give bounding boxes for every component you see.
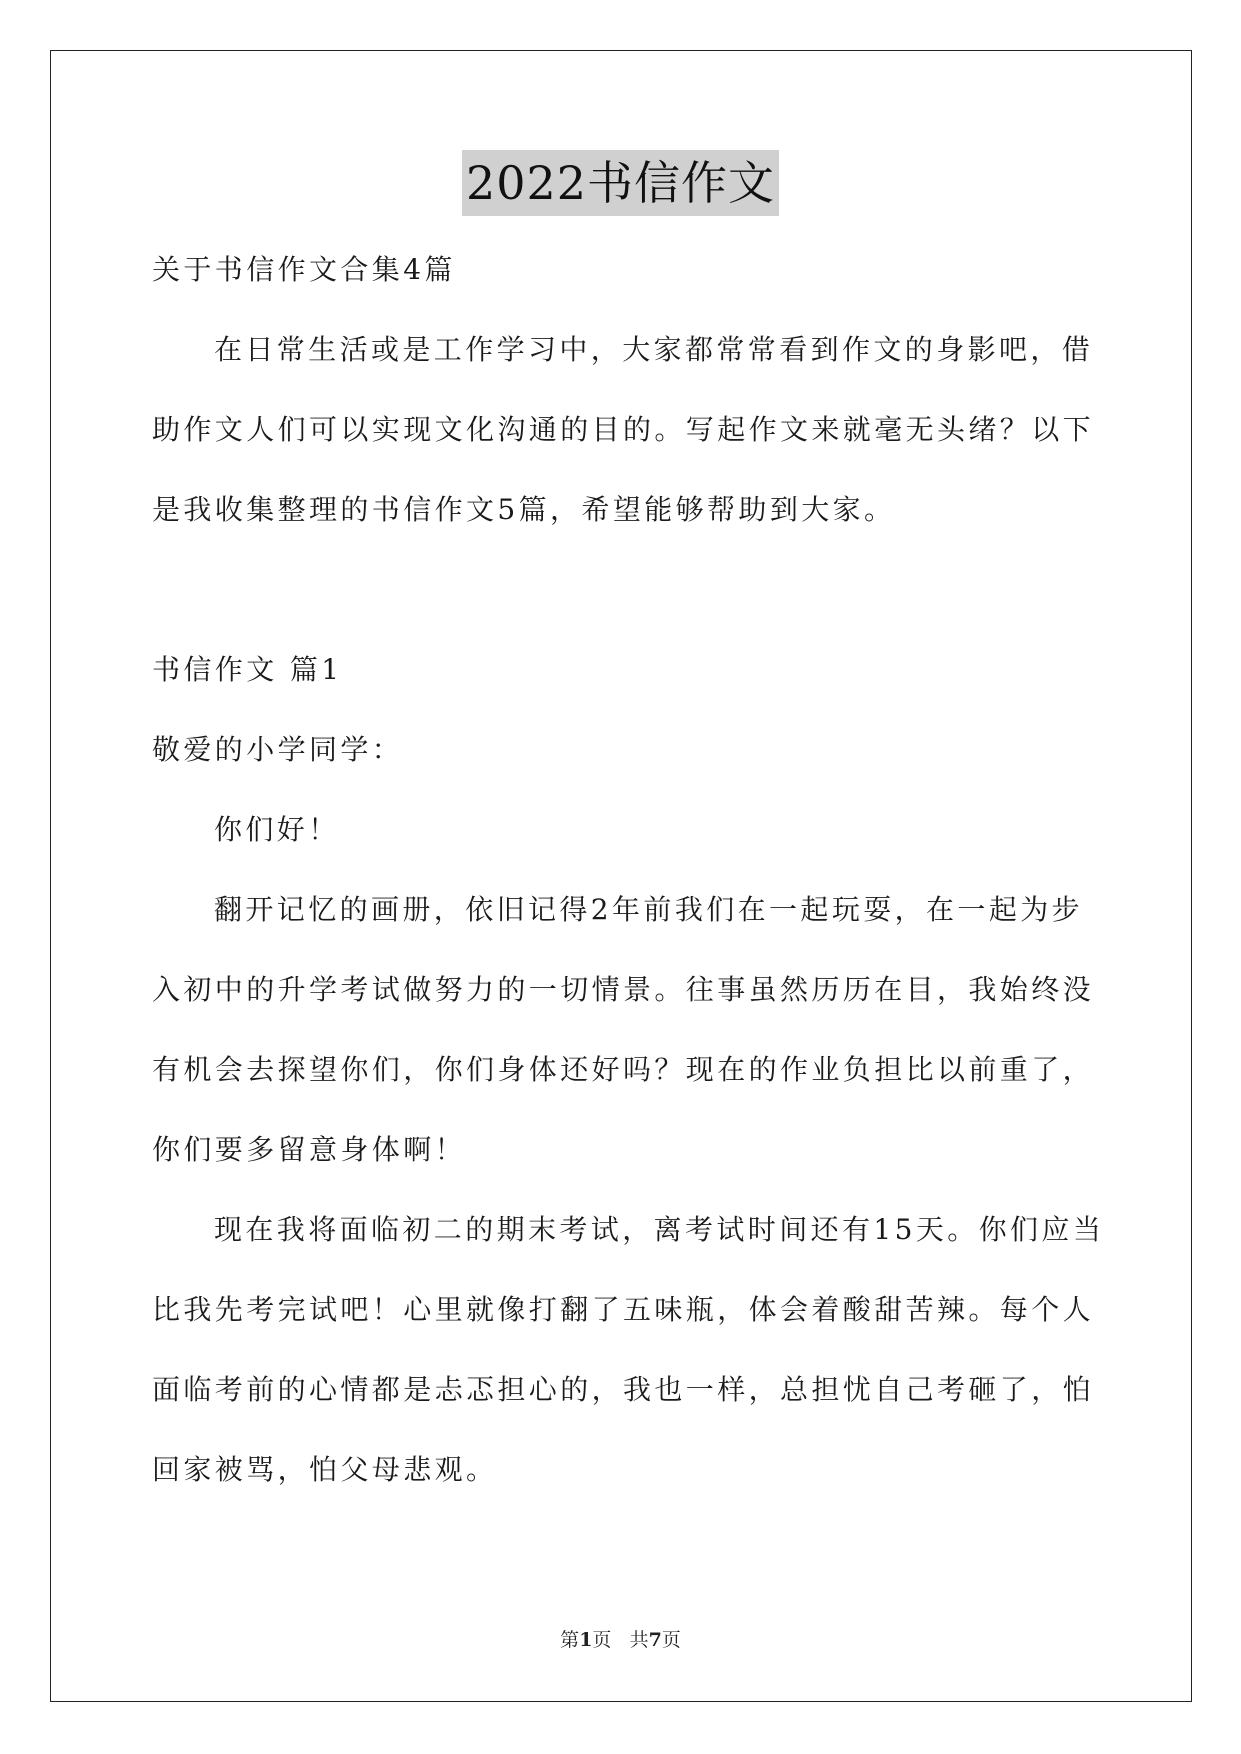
- paragraph-line: 有机会去探望你们，你们身体还好吗？现在的作业负担比以前重了，: [152, 1053, 1095, 1086]
- section-heading: 书信作文 篇1: [152, 653, 343, 686]
- total-page-number: 7: [648, 1629, 662, 1651]
- document-subtitle: 关于书信作文合集4篇: [152, 253, 456, 286]
- title-container: [0, 150, 1241, 216]
- intro-line: 在日常生活或是工作学习中，大家都常常看到作文的身影吧，借: [214, 333, 1094, 366]
- intro-line: 助作文人们可以实现文化沟通的目的。写起作文来就毫无头绪？以下: [152, 413, 1095, 446]
- paragraph-line: 入初中的升学考试做努力的一切情景。往事虽然历历在目，我始终没: [152, 973, 1095, 1006]
- blank-line: [152, 550, 1092, 630]
- letter-salutation: 敬爱的小学同学：: [152, 733, 404, 766]
- paragraph-line: 面临考前的心情都是忐忑担心的，我也一样，总担忧自己考砸了，怕: [152, 1373, 1095, 1406]
- current-page-number: 1: [579, 1629, 593, 1651]
- document-title: 2022书信作文: [462, 150, 779, 216]
- page-suffix: 页: [592, 1629, 612, 1651]
- paragraph-line: 回家被骂，怕父母悲观。: [152, 1453, 498, 1486]
- total-suffix: 页: [661, 1629, 681, 1651]
- document-body: [152, 230, 1105, 1510]
- intro-line: 是我收集整理的书信作文5篇，希望能够帮助到大家。: [152, 493, 896, 526]
- paragraph-line: 翻开记忆的画册，依旧记得2年前我们在一起玩耍，在一起为步: [214, 893, 1084, 926]
- paragraph-line: 你们要多留意身体啊！: [152, 1133, 467, 1166]
- letter-greeting: 你们好！: [214, 813, 340, 846]
- total-prefix: 共: [629, 1629, 649, 1651]
- paragraph-line: 比我先考完试吧！心里就像打翻了五味瓶，体会着酸甜苦辣。每个人: [152, 1293, 1095, 1326]
- page-prefix: 第: [560, 1629, 580, 1651]
- page-footer: [0, 1625, 1241, 1652]
- paragraph-line: 现在我将面临初二的期末考试，离考试时间还有15天。你们应当: [214, 1213, 1105, 1246]
